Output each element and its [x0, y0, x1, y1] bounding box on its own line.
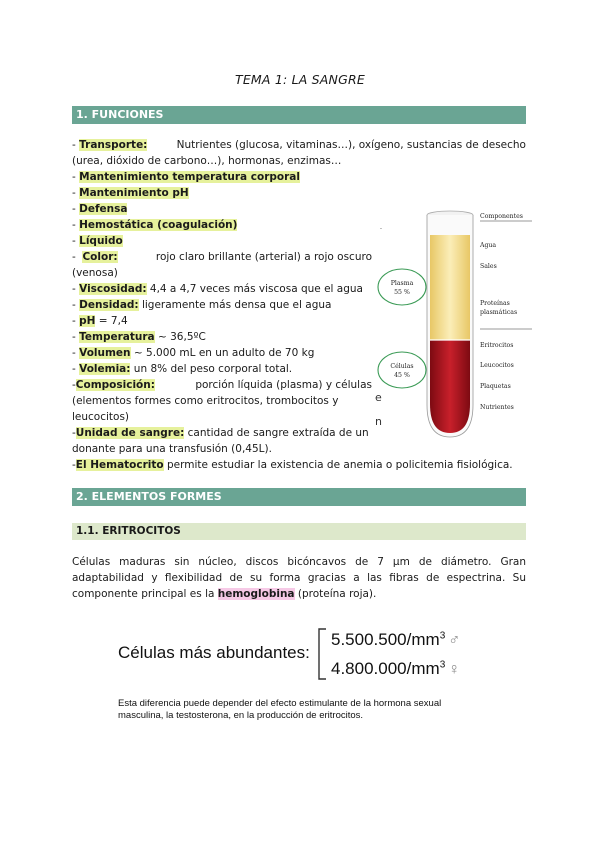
- label-eritrocitos: Eritrocitos: [480, 342, 514, 349]
- defensa: Defensa: [79, 203, 128, 215]
- para-line-b: adaptabilidad y flexibilidad de su forma gracias a las fibras de espectrina. Su: [72, 572, 526, 584]
- note-line-a: Esta diferencia puede depender del efecto estimulante de la hormona sexual: [118, 698, 442, 709]
- componentes-heading: Componentes: [480, 213, 523, 220]
- ph-label: pH: [79, 315, 96, 327]
- eritrocitos-paragraph: [72, 554, 526, 602]
- cells-circle: [378, 352, 426, 388]
- mant-ph: Mantenimiento pH: [79, 187, 189, 199]
- hemostatica: Hemostática (coagulación): [79, 219, 238, 231]
- color-text-b: (venosa): [72, 267, 118, 279]
- temperatura-label: Temperatura: [79, 331, 155, 343]
- hematocrito-text: permite estudiar la existencia de anemia o policitemia fisiológica.: [166, 459, 513, 471]
- plasma-layer: [430, 235, 470, 340]
- ph-text: = 7,4: [98, 315, 128, 327]
- label-plasmaticas: plasmáticas: [480, 309, 518, 316]
- blood-composition-figure: [376, 205, 536, 445]
- unidad-text-a: cantidad de sangre extraída de un: [187, 427, 369, 439]
- hemoglobina-highlight: hemoglobina: [217, 588, 295, 600]
- composicion-text-c: leucocitos): [72, 411, 130, 423]
- label-agua: Agua: [480, 242, 497, 249]
- male-count: [331, 630, 460, 650]
- cell-layer: [430, 340, 470, 433]
- label-proteinas: Proteínas: [480, 300, 510, 307]
- transporte-item: - Transporte: Nutrientes (glucosa, vitaminas…), oxígeno, sustancias de desecho (urea, dióxido de carbono…), hormonas, enzimas…: [72, 139, 526, 167]
- brace-bracket: [314, 628, 328, 680]
- composicion-text-a: porción líquida (plasma) y células: [195, 379, 372, 391]
- volumen-text: ~ 5.000 mL en un adulto de 70 kg: [133, 347, 315, 359]
- stray-n: n: [375, 415, 382, 428]
- liquido: Líquido: [79, 235, 123, 247]
- composicion-text-b: (elementos formes como eritrocitos, trombocitos y: [72, 395, 339, 407]
- color-label: Color:: [82, 251, 118, 263]
- composicion-label: Composición:: [75, 379, 155, 391]
- male-exp: 3: [439, 630, 446, 642]
- label-nutrientes: Nutrientes: [480, 404, 514, 411]
- volemia-text: un 8% del peso corporal total.: [133, 363, 293, 375]
- para-c-after: (proteína roja).: [297, 588, 377, 600]
- mant-temp: Mantenimiento temperatura corporal: [79, 171, 300, 183]
- hematocrito-label: El Hematocrito: [75, 459, 164, 471]
- plasma-pct: 55 %: [394, 289, 410, 296]
- label-plaquetas: Plaquetas: [480, 383, 511, 390]
- transporte-text-b: (urea, dióxido de carbono…), hormonas, enzimas…: [72, 155, 342, 167]
- densidad-label: Densidad:: [79, 299, 139, 311]
- plasma-circle: [378, 269, 426, 305]
- funciones-list: - Mantenimiento temperatura corporal - Mantenimiento pH - Defensa - Hemostática (coagulación) - Líquido - Color: rojo claro brillante (arterial) a rojo oscuro (venosa) - Viscosidad: 4,4 a 4,7 veces más viscosa que el agua - Densidad: ligeramente más densa que el agua - pH = 7,4 - Temperatura ~ 36,5ºC - Volumen ~ 5.000 mL en un adulto de 70 kg - Volemia: un 8% del peso corporal total. -Composición: porción líquida (plasma) y células (elementos formes como eritrocitos, trombocitos y leucocitos) -Unidad de sangre: cantidad de sangre extraída de un donante para una transfusión (0,45L). -El Hematocrito permite estudiar la existencia de anemia o policitemia fisiológica.: [72, 171, 513, 471]
- transporte-label: Transporte:: [79, 139, 148, 151]
- temperatura-text: ~ 36,5ºC: [157, 331, 206, 343]
- female-value: 4.800.000/mm: [331, 659, 440, 678]
- label-sales: Sales: [480, 263, 497, 270]
- transporte-text-a: Nutrientes (glucosa, vitaminas…), oxígeno, sustancias de desecho: [176, 139, 526, 151]
- celulas-label: Células: [390, 363, 414, 370]
- color-text-a: rojo claro brillante (arterial) a rojo oscuro: [155, 251, 372, 263]
- note-line-b: masculina, la testosterona, en la producción de eritrocitos.: [118, 710, 364, 721]
- viscosidad-label: Viscosidad:: [79, 283, 147, 295]
- subsection-heading-eritrocitos: 1.1. ERITROCITOS: [72, 523, 526, 540]
- volemia-label: Volemia:: [79, 363, 131, 375]
- plasma-label: Plasma: [390, 280, 414, 287]
- test-tube: [427, 211, 473, 437]
- para-c-before: componente principal es la: [72, 588, 215, 600]
- abundance-figure: [118, 626, 518, 686]
- celulas-pct: 45 %: [394, 372, 410, 379]
- para-line-a: Células maduras sin núcleo, discos bicóncavos de 7 μm de diámetro. Gran: [72, 556, 526, 568]
- male-value: 5.500.500/mm: [331, 630, 440, 649]
- page-title: TEMA 1: LA SANGRE: [235, 72, 365, 87]
- female-exp: 3: [439, 659, 446, 671]
- unidad-text-b: donante para una transfusión (0,45L).: [72, 443, 272, 455]
- volumen-label: Volumen: [79, 347, 131, 359]
- section-heading-funciones: 1. FUNCIONES: [72, 106, 526, 124]
- abundance-note: [118, 698, 518, 722]
- abundance-label: Células más abundantes:: [118, 643, 310, 662]
- female-symbol: ♀: [448, 661, 461, 678]
- male-symbol: ♂: [448, 632, 461, 649]
- female-count: [331, 659, 460, 679]
- stray-e: e: [375, 391, 382, 404]
- unidad-label: Unidad de sangre:: [75, 427, 185, 439]
- densidad-text: ligeramente más densa que el agua: [141, 299, 332, 311]
- section-heading-elementos-formes: 2. ELEMENTOS FORMES: [72, 488, 526, 506]
- blood-tube-diagram: [376, 205, 536, 445]
- label-leucocitos: Leucocitos: [480, 362, 514, 369]
- stray-dot: .: [380, 224, 382, 231]
- viscosidad-text: 4,4 a 4,7 veces más viscosa que el agua: [149, 283, 363, 295]
